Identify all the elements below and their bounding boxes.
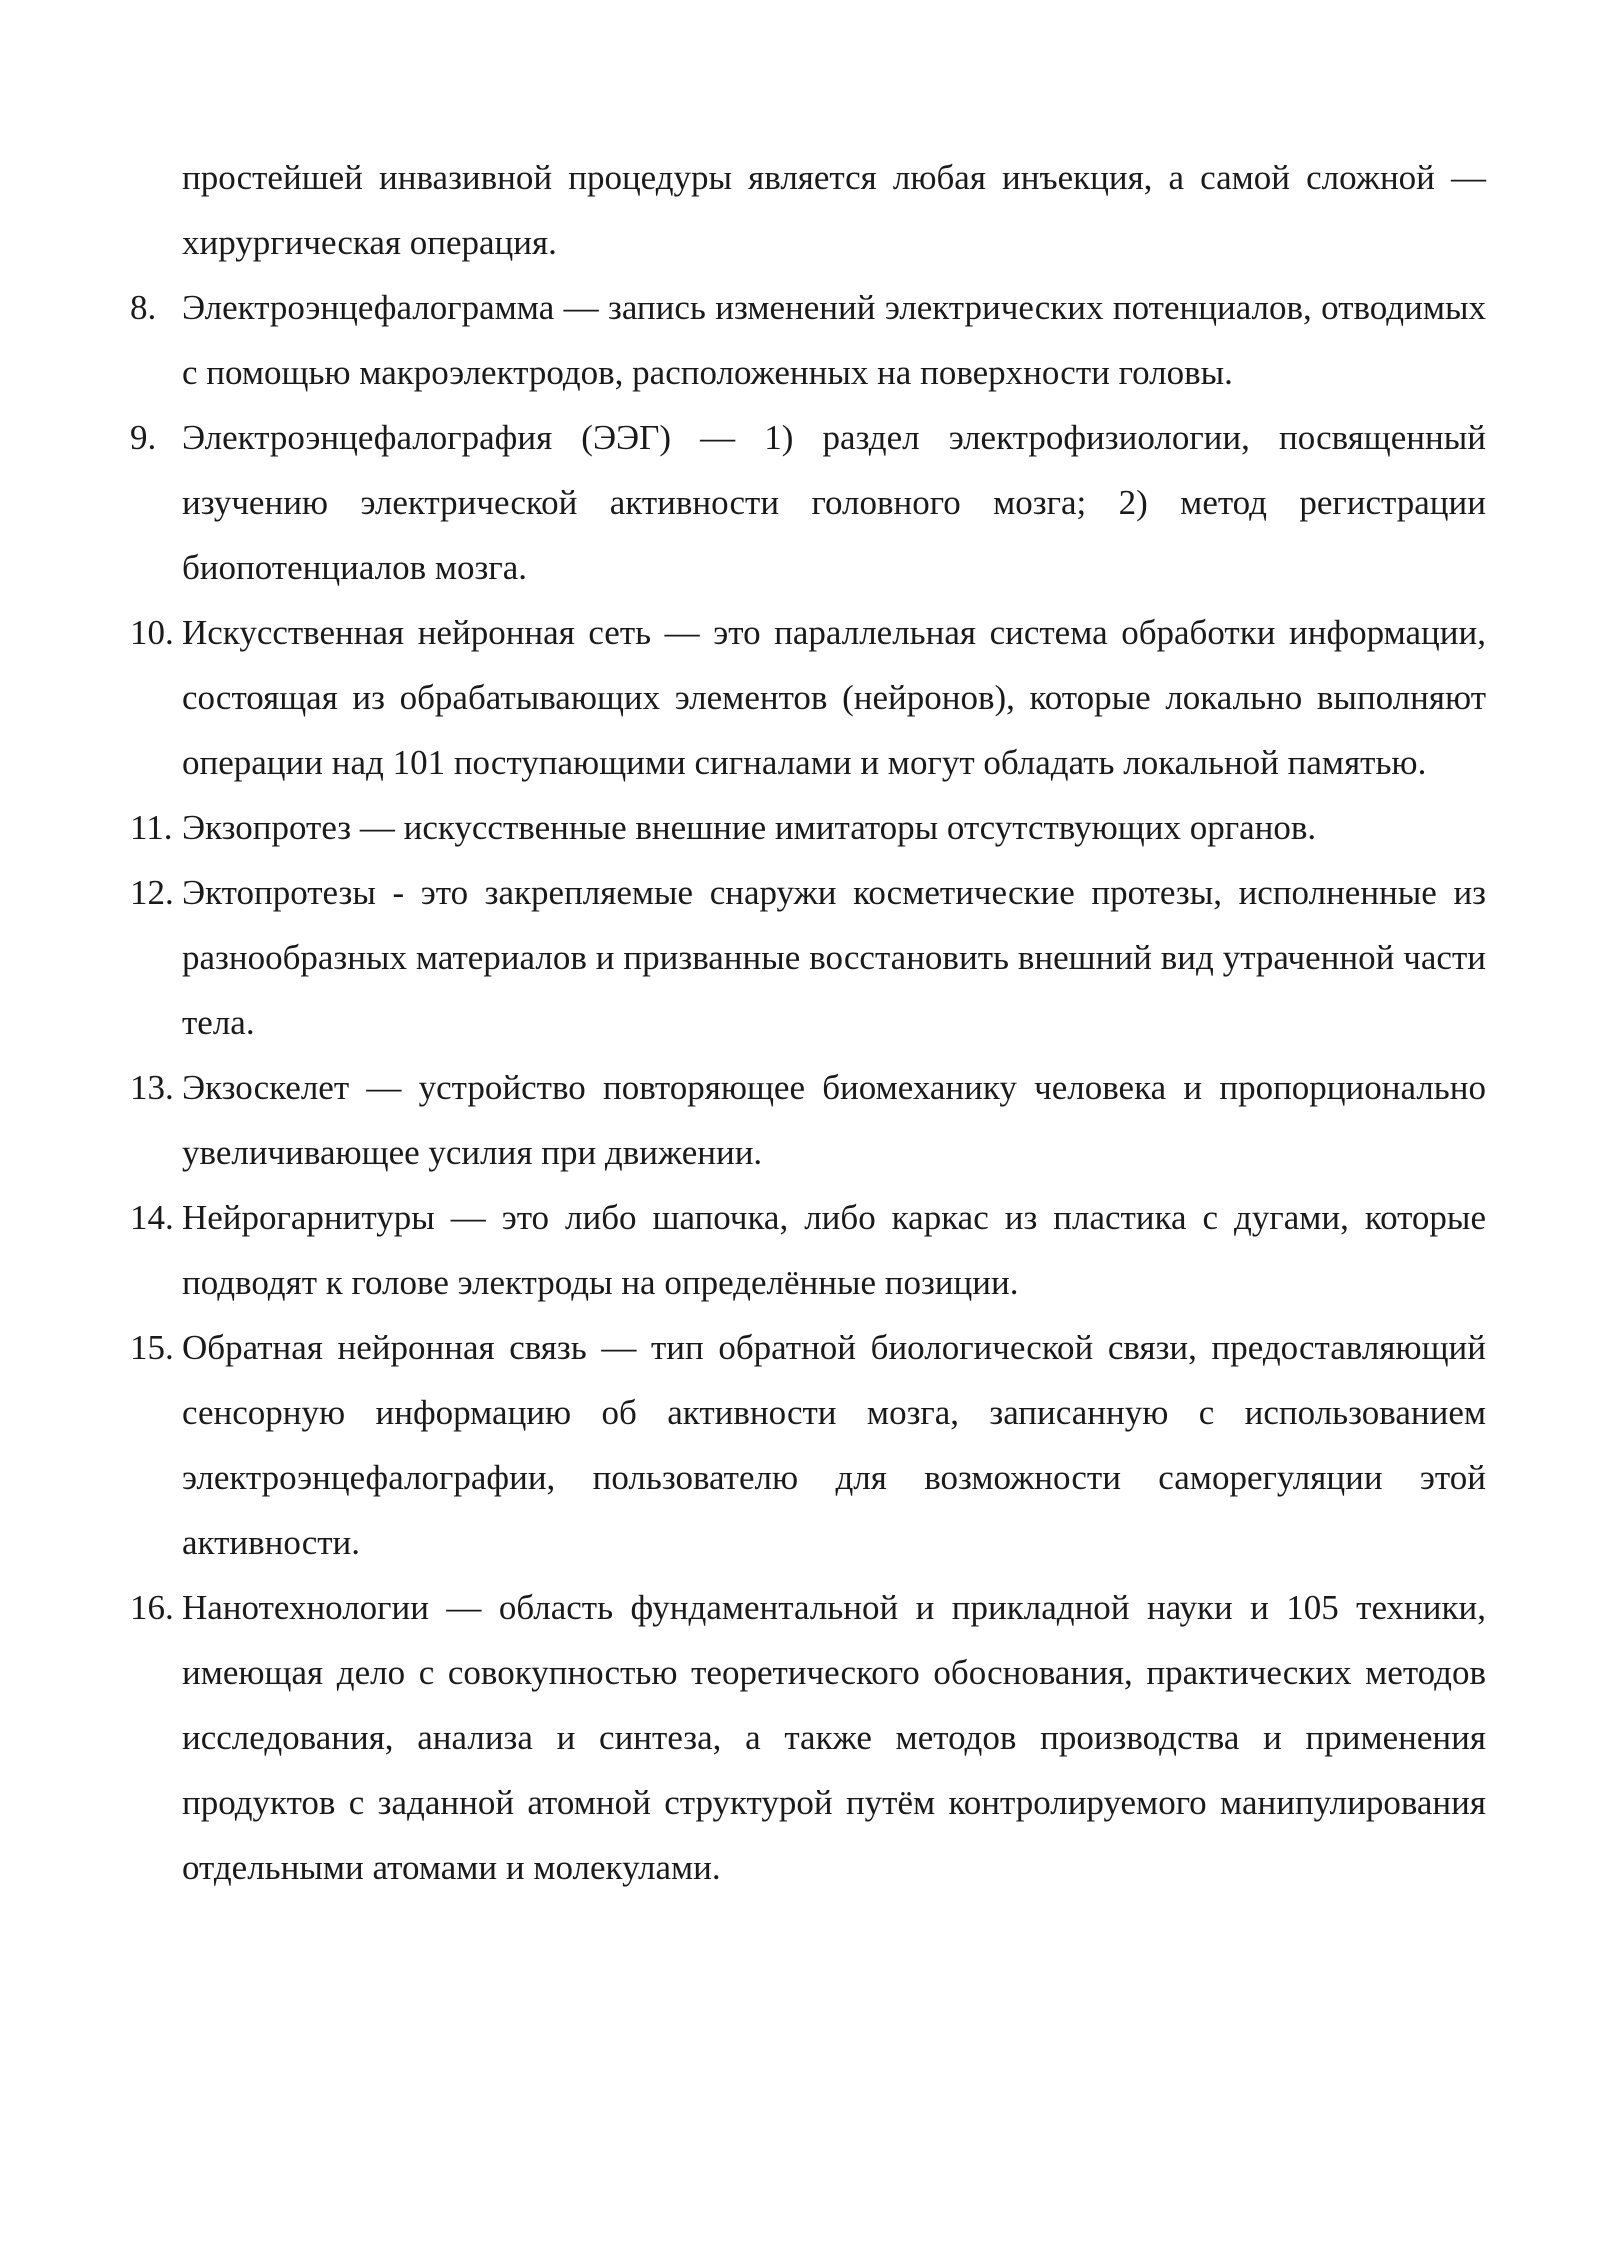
list-item-text: Нанотехнологии — область фундаментальной и прикладной науки и 105 техники, имеющая дело с совокупностью теоретического обоснования, практических методов исследования, анализа и синтеза, а также методов производства и применения продуктов с заданной атомной структурой путём контролируемого манипулирования отдельными атомами и молекулами. [182, 1588, 1486, 1887]
list-item-text: Нейрогарнитуры — это либо шапочка, либо каркас из пластика с дугами, которые подводят к голове электроды на определённые позиции. [182, 1198, 1486, 1302]
list-item-number: 14. [130, 1198, 174, 1237]
list-item-11 [130, 795, 1486, 860]
list-item-16 [130, 1575, 1486, 1900]
list-item-text: Экзопротез — искусственные внешние имитаторы отсутствующих органов. [182, 808, 1317, 847]
list-item-number: 9. [130, 418, 157, 457]
list-item-13 [130, 1055, 1486, 1185]
list-item-text: Эктопротезы - это закрепляемые снаружи косметические протезы, исполненные из разнообразных материалов и призванные восстановить внешний вид утраченной части тела. [182, 873, 1486, 1042]
list-item-number: 13. [130, 1068, 174, 1107]
list-item-number: 12. [130, 873, 174, 912]
intro-text: простейшей инвазивной процедуры является любая инъекция, а самой сложной — хирургическая операция. [182, 158, 1486, 262]
list-item-number: 10. [130, 613, 174, 652]
list-item-number: 15. [130, 1328, 174, 1367]
list-item-12 [130, 860, 1486, 1055]
intro-paragraph [130, 145, 1486, 275]
list-item-15 [130, 1315, 1486, 1575]
document-body [130, 145, 1486, 1900]
list-item-text: Экзоскелет — устройство повторяющее биомеханику человека и пропорционально увеличивающее усилия при движении. [182, 1068, 1486, 1172]
list-item-10 [130, 600, 1486, 795]
list-item-text: Искусственная нейронная сеть — это параллельная система обработки информации, состоящая из обрабатывающих элементов (нейронов), которые локально выполняют операции над 101 поступающими сигналами и могут обладать локальной памятью. [182, 613, 1486, 782]
list-item-number: 8. [130, 288, 157, 327]
list-item-14 [130, 1185, 1486, 1315]
list-item-text: Обратная нейронная связь — тип обратной биологической связи, предоставляющий сенсорную информацию об активности мозга, записанную с использованием электроэнцефалографии, пользователю для возможности саморегуляции этой активности. [182, 1328, 1486, 1562]
list-item-text: Электроэнцефалограмма — запись изменений электрических потенциалов, отводимых с помощью макроэлектродов, расположенных на поверхности головы. [182, 288, 1486, 392]
list-item-8 [130, 275, 1486, 405]
list-item-9 [130, 405, 1486, 600]
list-item-number: 11. [130, 808, 173, 847]
list-item-text: Электроэнцефалография (ЭЭГ) — 1) раздел электрофизиологии, посвященный изучению электрической активности головного мозга; 2) метод регистрации биопотенциалов мозга. [182, 418, 1486, 587]
list-item-number: 16. [130, 1588, 174, 1627]
